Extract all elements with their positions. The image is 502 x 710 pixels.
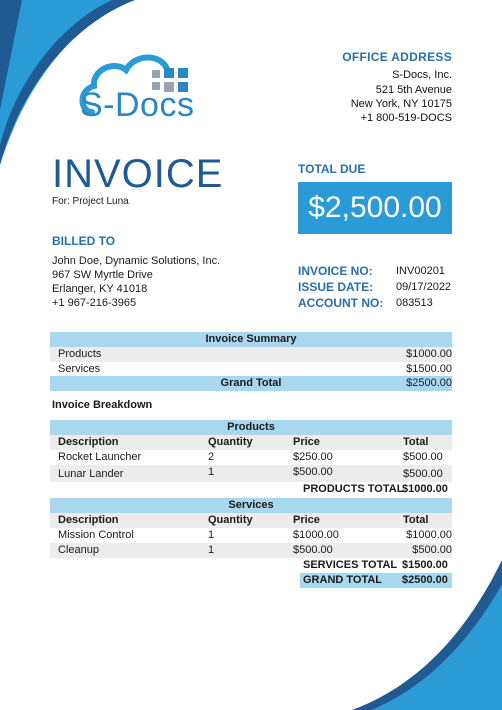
products-total-label: PRODUCTS TOTAL	[303, 483, 404, 495]
products-total-row	[50, 482, 452, 497]
services-header	[50, 498, 452, 513]
summary-grand-amount: $2500.00	[406, 377, 452, 389]
billed-to-heading: BILLED TO	[52, 234, 116, 248]
account-no-label: ACCOUNT NO:	[298, 296, 384, 310]
col-description: Description	[58, 436, 119, 448]
issue-date-value: 09/17/2022	[396, 281, 452, 293]
col-quantity: Quantity	[208, 436, 253, 448]
item-quantity: 2	[208, 451, 215, 463]
table-row	[50, 543, 452, 558]
item-price: $1000.00	[293, 529, 339, 541]
invoice-title: INVOICE	[52, 152, 224, 196]
office-line: S-Docs, Inc.	[392, 69, 452, 81]
invoice-no-label: INVOICE NO:	[298, 264, 373, 278]
col-total: Total	[403, 514, 429, 526]
billed-to-line: Erlanger, KY 41018	[52, 283, 148, 295]
item-price: $250.00	[293, 451, 333, 463]
logo-text: S-Docs	[80, 86, 195, 124]
grand-total-amount: $2500.00	[402, 574, 448, 586]
breakdown-heading: Invoice Breakdown	[52, 399, 153, 411]
products-column-headers	[50, 435, 452, 450]
summary-title: Invoice Summary	[205, 333, 297, 345]
table-row	[50, 362, 452, 377]
item-price: $500.00	[293, 544, 333, 556]
table-row	[50, 528, 452, 543]
company-logo	[78, 50, 210, 128]
summary-header	[50, 332, 452, 347]
products-header	[50, 420, 452, 435]
services-total-row	[50, 558, 452, 573]
item-quantity: 1	[208, 466, 215, 478]
col-total: Total	[403, 436, 429, 448]
table-row	[50, 465, 452, 482]
item-description: Cleanup	[58, 544, 99, 556]
total-due-amount: $2,500.00	[298, 182, 452, 234]
item-total: $1000.00	[406, 529, 452, 541]
table-row	[50, 450, 452, 465]
item-total: $500.00	[403, 468, 443, 480]
invoice-for: For: Project Luna	[52, 196, 129, 207]
account-no-value: 083513	[396, 297, 433, 309]
office-line: +1 800-519-DOCS	[360, 112, 452, 124]
services-total-amount: $1500.00	[402, 559, 448, 571]
office-line: New York, NY 10175	[350, 98, 452, 110]
summary-label: Services	[58, 363, 101, 375]
invoice-no-value: INV00201	[396, 265, 445, 277]
summary-label: Products	[58, 348, 102, 360]
item-quantity: 1	[208, 529, 215, 541]
services-title: Services	[228, 499, 274, 511]
item-total: $500.00	[403, 451, 443, 463]
col-quantity: Quantity	[208, 514, 253, 526]
summary-grand-label: Grand Total	[220, 377, 282, 389]
summary-amount: $1500.00	[406, 363, 452, 375]
billed-to-line: 967 SW Myrtle Drive	[52, 269, 153, 281]
billed-to-line: John Doe, Dynamic Solutions, Inc.	[52, 255, 221, 267]
products-title: Products	[227, 421, 275, 433]
office-line: 521 5th Avenue	[375, 84, 452, 96]
office-address-heading: OFFICE ADDRESS	[342, 50, 452, 64]
summary-grand-row	[50, 376, 452, 391]
issue-date-label: ISSUE DATE:	[298, 280, 374, 294]
item-total: $500.00	[412, 544, 452, 556]
item-description: Mission Control	[58, 529, 134, 541]
products-total-amount: $1000.00	[402, 483, 448, 495]
col-price: Price	[293, 514, 320, 526]
item-price: $500.00	[293, 466, 333, 478]
table-row	[50, 347, 452, 362]
col-description: Description	[58, 514, 119, 526]
services-column-headers	[50, 513, 452, 528]
grand-total-label: GRAND TOTAL	[303, 574, 383, 586]
grand-total-row	[50, 573, 452, 588]
item-quantity: 1	[208, 544, 215, 556]
col-price: Price	[293, 436, 320, 448]
summary-amount: $1000.00	[406, 348, 452, 360]
item-description: Rocket Launcher	[58, 451, 142, 463]
item-description: Lunar Lander	[58, 468, 124, 480]
services-total-label: SERVICES TOTAL	[303, 559, 398, 571]
billed-to-line: +1 967-216-3965	[52, 297, 137, 309]
total-due-heading: TOTAL DUE	[298, 162, 366, 176]
